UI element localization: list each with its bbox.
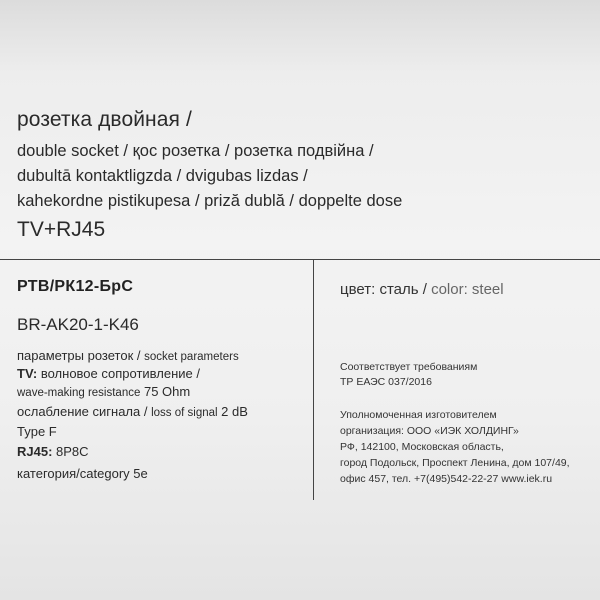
signal-loss: ослабление сигнала / loss of signal 2 dB (17, 404, 248, 419)
compliance-line-2: ТР ЕАЭС 037/2016 (340, 376, 432, 388)
vertical-divider (313, 260, 314, 500)
tv-resistance: wave-making resistance 75 Ohm (17, 384, 191, 399)
header-line-multilang-2: dubultā kontaktligzda / dvigubas lizdas / (17, 167, 308, 185)
params-title: параметры розеток / socket parameters (17, 348, 239, 363)
manufacturer-line-1: Уполномоченная изготовителем (340, 409, 497, 421)
header-line-multilang-1: double socket / қос розетка / розетка подвійна / (17, 142, 374, 160)
manufacturer-line-5: офис 457, тел. +7(495)542-22-27 www.iek.ru (340, 473, 553, 485)
header-line-multilang-3: kahekordne pistikupesa / priză dublă / doppelte dose (17, 192, 403, 210)
header-line-product-type: TV+RJ45 (17, 218, 106, 241)
header-line-ru: розетка двойная / (17, 108, 192, 131)
tv-spec: TV: волновое сопротивление / (17, 366, 201, 381)
manufacturer-line-2: организация: ООО «ИЭК ХОЛДИНГ» (340, 425, 519, 437)
product-code: РТВ/РК12-БрС (17, 278, 134, 295)
rj45-spec: RJ45: 8P8C (17, 444, 89, 459)
manufacturer-line-4: город Подольск, Проспект Ленина, дом 107/49, (340, 457, 570, 469)
manufacturer-line-3: РФ, 142100, Московская область, (340, 441, 504, 453)
horizontal-divider (0, 259, 600, 260)
color-spec: цвет: сталь / color: steel (340, 281, 504, 298)
connector-type: Type F (17, 424, 57, 439)
category-spec: категория/category 5e (17, 466, 148, 481)
compliance-line-1: Соответствует требованиям (340, 361, 478, 373)
article-number: BR-AK20-1-K46 (17, 315, 139, 334)
